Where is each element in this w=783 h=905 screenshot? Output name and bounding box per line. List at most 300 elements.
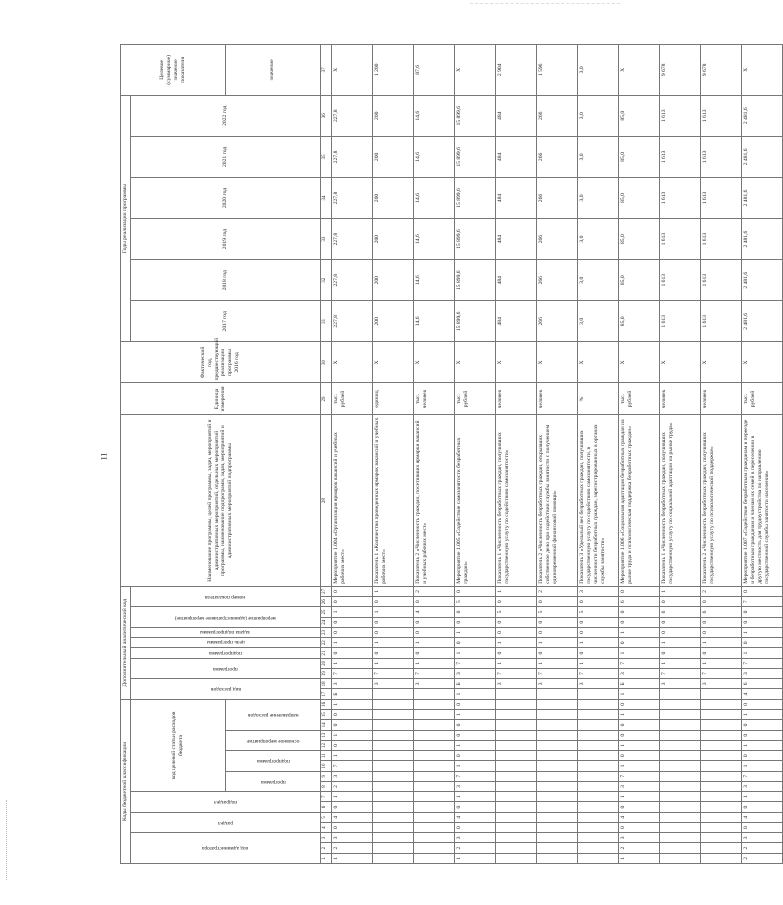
column-index: 29 xyxy=(320,383,331,415)
code-cell: 0 xyxy=(577,627,618,637)
column-index: 33 xyxy=(320,219,331,260)
code-cell xyxy=(495,751,536,761)
code-cell: 0 xyxy=(741,822,782,832)
code-cell xyxy=(700,771,741,781)
code-cell xyxy=(495,730,536,740)
code-cell xyxy=(659,689,700,699)
code-cell: 7 xyxy=(618,771,659,781)
code-cell: 7 xyxy=(741,771,782,781)
code-cell xyxy=(577,822,618,832)
code-cell xyxy=(536,771,577,781)
code-cell: Б xyxy=(618,679,659,689)
row-unit: тыс. рублей xyxy=(331,383,372,415)
table-row xyxy=(331,45,372,864)
code-cell: 0 xyxy=(372,597,413,607)
row-name: Показатель 2 «Численность безработных граждан, получивших государственную услугу по психологической поддержке» xyxy=(700,415,741,586)
column-index: 7 xyxy=(320,792,331,802)
code-cell: 0 xyxy=(331,648,372,658)
code-cell xyxy=(577,771,618,781)
row-name: Мероприятие 1.005 «Содействие самозанятости безработных граждан» xyxy=(454,415,495,586)
code-cell: 1 xyxy=(577,658,618,668)
code-cell: Б xyxy=(454,679,495,689)
row-year-value: 85,0 xyxy=(618,136,659,177)
code-cell: 5 xyxy=(577,607,618,617)
column-index: 9 xyxy=(320,771,331,781)
row-year-value: 200 xyxy=(372,177,413,218)
row-year-value: 85,0 xyxy=(618,219,659,260)
row-target: 3,0 xyxy=(577,45,618,96)
code-cell: 1 xyxy=(454,648,495,658)
row-fact-2016: X xyxy=(413,342,454,383)
code-cell: 0 xyxy=(413,617,454,627)
code-cell xyxy=(659,761,700,771)
code-cell xyxy=(577,853,618,863)
code-cell: 1 xyxy=(372,607,413,617)
code-cell xyxy=(659,740,700,750)
code-cell xyxy=(372,751,413,761)
code-cell: 1 xyxy=(454,792,495,802)
code-cell xyxy=(659,710,700,720)
column-index: 28 xyxy=(320,415,331,586)
code-cell: 0 xyxy=(577,597,618,607)
code-cell xyxy=(413,710,454,720)
row-fact-2016: X xyxy=(372,342,413,383)
code-cell: 0 xyxy=(413,597,454,607)
code-cell: 0 xyxy=(454,607,495,617)
code-cell xyxy=(536,761,577,771)
row-year-value: 1 613 xyxy=(700,177,741,218)
row-target: 9 678 xyxy=(659,45,700,96)
code-cell xyxy=(700,699,741,709)
code-cell: 1 xyxy=(536,638,577,648)
code-cell: 0 xyxy=(454,751,495,761)
column-index: 12 xyxy=(320,740,331,750)
code-cell: 2 xyxy=(536,586,577,596)
code-cell: 2 xyxy=(700,586,741,596)
code-cell: 6 xyxy=(741,679,782,689)
row-year-value: 1 613 xyxy=(700,301,741,342)
code-cell: 0 xyxy=(454,822,495,832)
row-year-value: 2 481,6 xyxy=(741,260,782,301)
column-index: 30 xyxy=(320,342,331,383)
code-cell xyxy=(413,761,454,771)
code-cell: 0 xyxy=(659,648,700,658)
row-year-value: 227,8 xyxy=(331,301,372,342)
code-cell xyxy=(536,730,577,740)
code-cell: 3 xyxy=(618,668,659,678)
code-cell: 1 xyxy=(659,638,700,648)
code-cell: 0 xyxy=(577,617,618,627)
code-cell xyxy=(700,792,741,802)
code-cell xyxy=(536,802,577,812)
row-fact-2016: X xyxy=(331,342,372,383)
code-cell xyxy=(659,751,700,761)
code-cell: 1 xyxy=(454,761,495,771)
code-cell: 5 xyxy=(536,607,577,617)
row-year-value: 1 613 xyxy=(659,301,700,342)
code-cell: 3 xyxy=(331,771,372,781)
row-year-value: 15 899,6 xyxy=(454,136,495,177)
code-cell: 5 xyxy=(454,597,495,607)
code-cell xyxy=(495,833,536,843)
row-unit: человек xyxy=(659,383,700,415)
header-program: программа xyxy=(225,771,320,792)
code-cell: 1 xyxy=(741,648,782,658)
code-cell: 0 xyxy=(618,730,659,740)
code-cell xyxy=(700,761,741,771)
column-index: 13 xyxy=(320,730,331,740)
header-program-name: Наименование программы, целей программы, задач, мероприятий и административных мероприятий, отдельных мероприятий программы, наименование подпрограмм, задач, мероприятий и административных мероприятий подпрограммы xyxy=(121,415,321,586)
row-year-value: 1 613 xyxy=(659,219,700,260)
code-cell xyxy=(495,853,536,863)
row-year-value: 1 613 xyxy=(700,136,741,177)
code-cell: 0 xyxy=(577,648,618,658)
code-cell: 3 xyxy=(577,679,618,689)
row-year-value: 266 xyxy=(536,95,577,136)
code-cell xyxy=(700,833,741,843)
row-year-value: 2 481,6 xyxy=(741,219,782,260)
row-year-value: 15 899,6 xyxy=(454,219,495,260)
row-year-value: 3,0 xyxy=(577,136,618,177)
code-cell: 0 xyxy=(659,617,700,627)
code-cell: 1 xyxy=(618,792,659,802)
code-cell: 2 xyxy=(618,843,659,853)
column-index: 26 xyxy=(320,597,331,607)
code-cell: 1 xyxy=(741,792,782,802)
row-year-value: 266 xyxy=(536,177,577,218)
column-index: 4 xyxy=(320,822,331,832)
column-index: 25 xyxy=(320,607,331,617)
row-fact-2016: X xyxy=(700,342,741,383)
code-cell: 0 xyxy=(413,627,454,637)
code-cell: 0 xyxy=(618,822,659,832)
row-fact-2016: X xyxy=(536,342,577,383)
code-cell xyxy=(659,853,700,863)
row-year-value: 85,0 xyxy=(618,95,659,136)
code-cell xyxy=(372,802,413,812)
code-cell: 3 xyxy=(741,833,782,843)
row-year-value: 484 xyxy=(495,301,536,342)
header-year-3: 2019 год xyxy=(130,219,320,260)
column-index: 37 xyxy=(320,45,331,96)
row-name: Показатель 2 «Численность граждан, посетивших ярмарки вакансий и учебных рабочих мест» xyxy=(413,415,454,586)
code-cell: 3 xyxy=(372,679,413,689)
column-index-row xyxy=(320,45,331,864)
code-cell: 0 xyxy=(331,597,372,607)
code-cell: 1 xyxy=(618,740,659,750)
code-cell: 1 xyxy=(495,658,536,668)
header-budget-class: Коды бюджетной классификации xyxy=(121,699,131,863)
code-cell: Б xyxy=(331,689,372,699)
header-vr: вид расходов xyxy=(130,679,320,700)
code-cell: 0 xyxy=(700,627,741,637)
code-cell: 0 xyxy=(741,802,782,812)
code-cell xyxy=(372,812,413,822)
row-target: 9 678 xyxy=(700,45,741,96)
code-cell xyxy=(372,853,413,863)
row-year-value: 1 613 xyxy=(700,260,741,301)
code-cell xyxy=(536,853,577,863)
row-year-value: 484 xyxy=(495,136,536,177)
row-unit: единиц xyxy=(372,383,413,415)
code-cell: 4 xyxy=(413,607,454,617)
code-cell xyxy=(372,699,413,709)
code-cell: 0 xyxy=(372,617,413,627)
row-target: 87,6 xyxy=(413,45,454,96)
code-cell xyxy=(577,761,618,771)
header-subprogram: подпрограмма xyxy=(225,751,320,772)
code-cell: 0 xyxy=(618,720,659,730)
row-year-value: 484 xyxy=(495,177,536,218)
code-cell xyxy=(372,689,413,699)
code-cell: 0 xyxy=(741,586,782,596)
row-fact-2016: X xyxy=(659,342,700,383)
code-cell xyxy=(659,792,700,802)
code-cell: 3 xyxy=(741,668,782,678)
code-cell: 0 xyxy=(454,617,495,627)
code-cell: 7 xyxy=(700,668,741,678)
row-target: X xyxy=(331,45,372,96)
code-cell: 7 xyxy=(741,658,782,668)
code-cell: 0 xyxy=(454,720,495,730)
code-cell xyxy=(536,699,577,709)
code-cell xyxy=(700,740,741,750)
header-years-group: Годы реализации программы xyxy=(121,95,131,342)
scan-edge-top xyxy=(470,3,620,5)
column-index: 34 xyxy=(320,177,331,218)
row-year-value: 1 613 xyxy=(659,95,700,136)
code-cell: 3 xyxy=(618,833,659,843)
row-year-value: 14,6 xyxy=(413,260,454,301)
column-index: 11 xyxy=(320,751,331,761)
code-cell: 3 xyxy=(536,679,577,689)
code-cell: 7 xyxy=(331,761,372,771)
code-cell: 1 xyxy=(454,627,495,637)
header-admin-code: код администратора xyxy=(130,833,320,864)
code-cell xyxy=(536,812,577,822)
code-cell: 7 xyxy=(741,597,782,607)
row-year-value: 266 xyxy=(536,301,577,342)
code-cell: 2 xyxy=(741,853,782,863)
code-cell xyxy=(372,740,413,750)
code-cell: 0 xyxy=(536,617,577,627)
code-cell: 0 xyxy=(495,648,536,658)
row-unit: человек xyxy=(536,383,577,415)
code-cell xyxy=(700,710,741,720)
row-year-value: 3,0 xyxy=(577,219,618,260)
code-cell: 0 xyxy=(618,607,659,617)
rotated-page xyxy=(120,44,770,864)
code-cell xyxy=(577,781,618,791)
code-cell: 0 xyxy=(331,740,372,750)
code-cell xyxy=(577,720,618,730)
row-year-value: 85,0 xyxy=(618,301,659,342)
header-direction: направление расходов xyxy=(225,699,320,730)
code-cell xyxy=(372,843,413,853)
code-cell xyxy=(700,822,741,832)
column-index: 15 xyxy=(320,710,331,720)
code-cell xyxy=(659,771,700,781)
code-cell: 1 xyxy=(413,658,454,668)
row-year-value: 14,6 xyxy=(413,219,454,260)
code-cell xyxy=(577,833,618,843)
code-cell: 0 xyxy=(331,710,372,720)
code-cell: 0 xyxy=(331,802,372,812)
code-cell: 0 xyxy=(741,751,782,761)
code-cell xyxy=(700,853,741,863)
row-year-value: 3,0 xyxy=(577,260,618,301)
code-cell: 1 xyxy=(741,627,782,637)
header-unit: Единица измерения xyxy=(121,383,321,415)
code-cell xyxy=(700,730,741,740)
header-year-5: 2021 год xyxy=(130,136,320,177)
code-cell xyxy=(413,699,454,709)
table-row xyxy=(700,45,741,864)
code-cell xyxy=(536,720,577,730)
code-cell xyxy=(700,843,741,853)
row-year-value: 227,8 xyxy=(331,260,372,301)
column-index: 32 xyxy=(320,260,331,301)
row-year-value: 227,8 xyxy=(331,219,372,260)
code-cell: 1 xyxy=(454,710,495,720)
code-cell: 1 xyxy=(495,638,536,648)
row-target: X xyxy=(454,45,495,96)
code-cell: 0 xyxy=(659,597,700,607)
code-cell: 7 xyxy=(413,668,454,678)
column-index: 5 xyxy=(320,812,331,822)
row-year-value: 14,6 xyxy=(413,95,454,136)
code-cell: 1 xyxy=(331,853,372,863)
code-cell xyxy=(495,761,536,771)
code-cell: 0 xyxy=(741,720,782,730)
code-cell xyxy=(659,730,700,740)
code-cell xyxy=(413,771,454,781)
row-target: 1 200 xyxy=(372,45,413,96)
code-cell: 0 xyxy=(741,607,782,617)
code-cell xyxy=(372,822,413,832)
column-index: 14 xyxy=(320,720,331,730)
code-cell: 1 xyxy=(618,761,659,771)
row-year-value: 85,0 xyxy=(618,260,659,301)
code-cell: 3 xyxy=(413,679,454,689)
code-cell: 7 xyxy=(331,668,372,678)
code-cell: 0 xyxy=(331,822,372,832)
page-number: 11 xyxy=(99,452,109,461)
code-cell: 1 xyxy=(454,689,495,699)
code-cell: 0 xyxy=(454,730,495,740)
code-cell: 1 xyxy=(495,586,536,596)
header-section: раздел xyxy=(130,812,320,833)
code-cell xyxy=(700,751,741,761)
header-year-4: 2020 год xyxy=(130,177,320,218)
code-cell: 0 xyxy=(700,617,741,627)
code-cell: 1 xyxy=(577,638,618,648)
code-cell: 0 xyxy=(618,699,659,709)
row-unit: тыс. человек xyxy=(413,383,454,415)
code-cell: 7 xyxy=(454,658,495,668)
code-cell: 1 xyxy=(618,648,659,658)
code-cell: 6 xyxy=(700,607,741,617)
row-target: X xyxy=(618,45,659,96)
code-cell: 1 xyxy=(741,740,782,750)
code-cell xyxy=(659,720,700,730)
code-cell xyxy=(495,781,536,791)
code-cell xyxy=(495,843,536,853)
code-cell xyxy=(659,833,700,843)
table-row xyxy=(372,45,413,864)
code-cell: 7 xyxy=(577,668,618,678)
code-cell xyxy=(700,720,741,730)
column-index: 19 xyxy=(320,668,331,678)
row-year-value: 2 481,6 xyxy=(741,95,782,136)
code-cell: 1 xyxy=(372,658,413,668)
code-cell: 3 xyxy=(454,781,495,791)
code-cell: 0 xyxy=(741,699,782,709)
code-cell: 3 xyxy=(700,679,741,689)
row-fact-2016: X xyxy=(577,342,618,383)
row-name: Показатель 3 «Удельный вес безработных граждан, получивших государственную услугу по содействию самозанятости, в численности безработных граждан, зарегистрированных в органах службы занятости» xyxy=(577,415,618,586)
row-name: Показатель 2 «Численность безработных граждан, открывших собственное дело при содействии службы занятости с получением единовременной финансовой помощи» xyxy=(536,415,577,586)
code-cell: 3 xyxy=(618,781,659,791)
code-cell xyxy=(659,822,700,832)
code-cell: 2 xyxy=(741,843,782,853)
code-cell xyxy=(372,710,413,720)
row-fact-2016: X xyxy=(618,342,659,383)
code-cell xyxy=(577,710,618,720)
header-goal: цель программы xyxy=(130,638,320,648)
column-index: 1 xyxy=(320,853,331,863)
code-cell: 2 xyxy=(454,843,495,853)
code-cell xyxy=(413,833,454,843)
row-year-value: 15 899,6 xyxy=(454,301,495,342)
code-cell xyxy=(372,781,413,791)
code-cell: 0 xyxy=(454,699,495,709)
row-year-value: 1 613 xyxy=(659,177,700,218)
code-cell xyxy=(495,689,536,699)
code-cell xyxy=(413,843,454,853)
program-table xyxy=(120,44,783,864)
code-cell: 3 xyxy=(454,668,495,678)
code-cell: 3 xyxy=(741,781,782,791)
row-year-value: 200 xyxy=(372,260,413,301)
code-cell: 1 xyxy=(659,586,700,596)
row-year-value: 85,0 xyxy=(618,177,659,218)
code-cell: 1 xyxy=(741,710,782,720)
code-cell: 4 xyxy=(331,812,372,822)
code-cell: 0 xyxy=(495,627,536,637)
code-cell xyxy=(536,833,577,843)
code-cell xyxy=(536,710,577,720)
row-year-value: 15 899,6 xyxy=(454,177,495,218)
row-year-value: 14,6 xyxy=(413,177,454,218)
code-cell xyxy=(413,853,454,863)
code-cell xyxy=(413,822,454,832)
row-name: Показатель 1 «Численность безработных граждан, получивших государственную услугу по социальной адаптации на рынке труда» xyxy=(659,415,700,586)
code-cell: 0 xyxy=(454,638,495,648)
column-index: 27 xyxy=(320,586,331,596)
code-cell xyxy=(659,781,700,791)
row-target: 2 904 xyxy=(495,45,536,96)
code-cell xyxy=(577,812,618,822)
row-year-value: 266 xyxy=(536,136,577,177)
code-cell: 0 xyxy=(618,638,659,648)
row-year-value: 1 613 xyxy=(659,260,700,301)
code-cell xyxy=(372,730,413,740)
code-cell xyxy=(536,843,577,853)
code-cell xyxy=(700,781,741,791)
code-cell xyxy=(577,802,618,812)
column-index: 18 xyxy=(320,679,331,689)
